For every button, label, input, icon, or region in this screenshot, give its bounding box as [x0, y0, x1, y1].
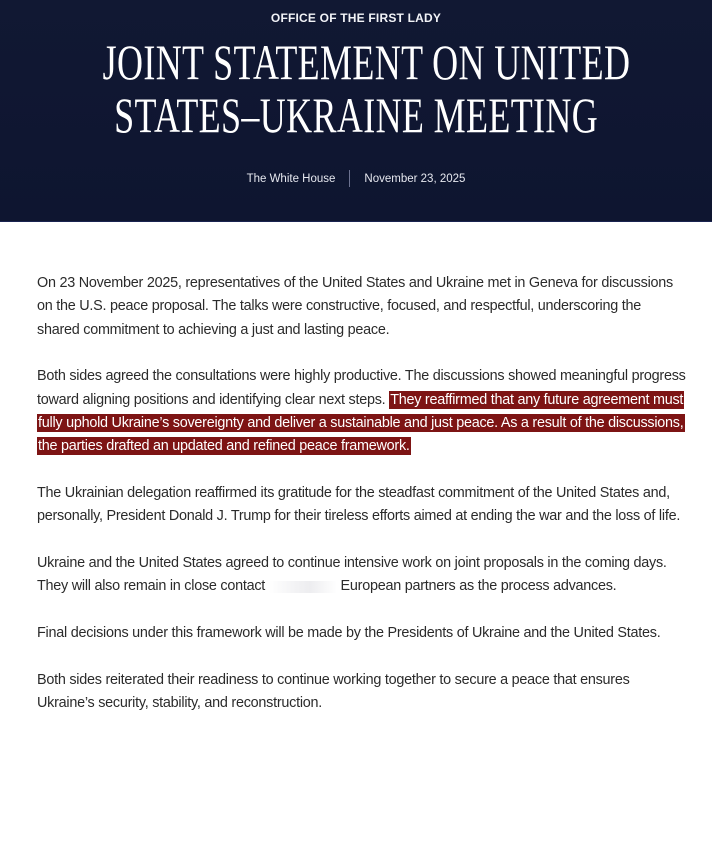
paragraph-1: On 23 November 2025, representatives of the United States and Ukraine met in Geneva for discussions on the U.S. peace proposal. The talks were constructive, focused, and respectful, underscoring the shared commitment to achieving a just and lasting peace.: [37, 275, 673, 338]
paragraph-3: The Ukrainian delegation reaffirmed its gratitude for the steadfast commitment of the United States and, personally, President Donald J. Trump for their tireless efforts aimed at ending the war and the loss of life.: [37, 485, 681, 525]
page-title: [0, 36, 712, 142]
byline-divider: [349, 170, 350, 187]
highlighted-text: They reaffirmed that any future agreement must fully uphold Ukraine’s sovereignty and deliver a sustainable and just peace. As a result of the discussions, the parties drafted an updated and refined peace framework.: [38, 391, 684, 455]
page-header: [0, 0, 712, 222]
paragraph-5: Final decisions under this framework will be made by the Presidents of Ukraine and the United States.: [37, 625, 661, 642]
paragraph-2-text: Both sides agreed the consultations were highly productive. The discussions showed meaningful progress toward aligning positions and identifying clear next steps.: [37, 368, 686, 408]
redacted-blur: [269, 581, 337, 593]
paragraph-2: [37, 365, 687, 458]
byline: [0, 170, 712, 187]
paragraph-6: Both sides reiterated their readiness to continue working together to secure a peace that ensures Ukraine’s security, stability, and reconstruction.: [37, 672, 630, 712]
publish-date: November 23, 2025: [364, 172, 466, 185]
page-title-line-1: JOINT STATEMENT ON UNITED: [102, 34, 631, 90]
office-label[interactable]: OFFICE OF THE FIRST LADY: [270, 11, 442, 25]
paragraph-4-text-before: Ukraine and the United States agreed to continue intensive work on joint proposals in the coming days. They will also remain in close contact: [37, 555, 667, 595]
paragraph-4-text-after: European partners as the process advances.: [336, 578, 617, 595]
author-link[interactable]: The White House: [246, 172, 336, 185]
article-body: [37, 272, 687, 739]
paragraph-4: [37, 552, 687, 599]
page-title-line-2: STATES–UKRAINE MEETING: [113, 87, 598, 143]
